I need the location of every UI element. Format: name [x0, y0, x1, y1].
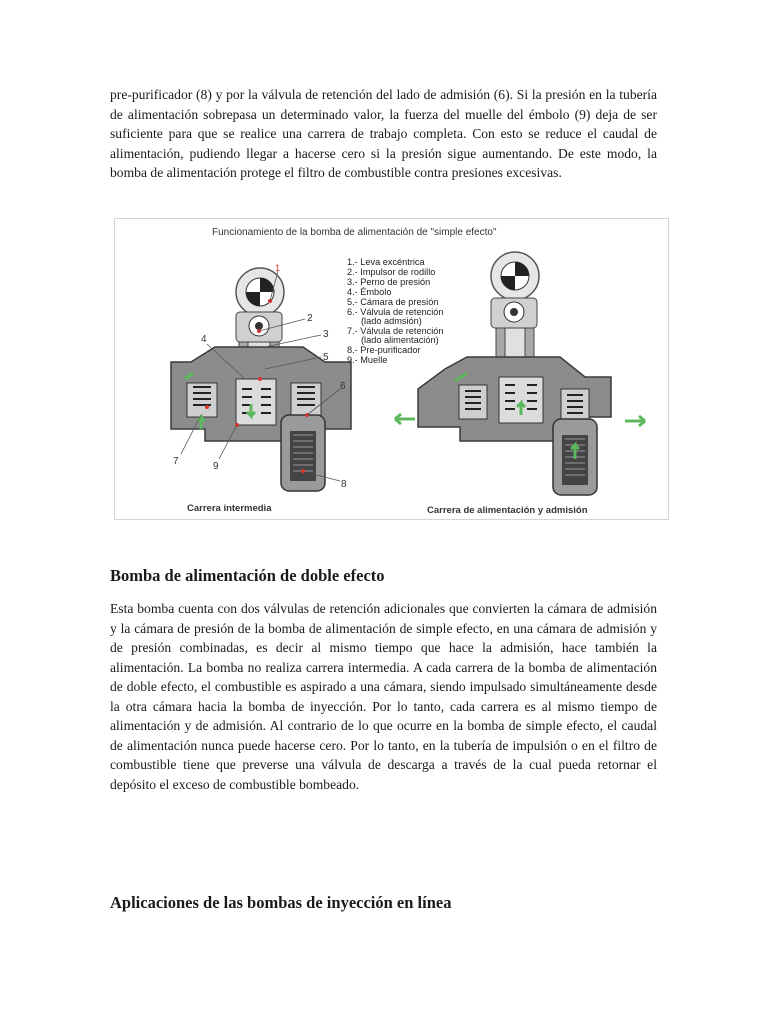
body-paragraph-2: Esta bomba cuenta con dos válvulas de retención adicionales que convierten la cámara de admisión y la cámara de presión de la bomba de alimentación de simple efecto, en una cámara de admisión y de presión combinadas, es decir al mismo tiempo que hace la admisión, hace también la alimentación. La bomba no realiza carrera intermedia. A cada carrera de la bomba de alimentación de doble efecto, el combustible es aspirado a una cámara, siendo impulsado simultáneamente desde la otra cámara hacia la bomba de inyección. Por lo tanto, cada carrera es al mismo tiempo de alimentación y de admisión. Al contrario de lo que ocurre en la bomba de simple efecto, el caudal de alimentación nunca puede hacerse cero. Por lo tanto, en la tubería de impulsión o en el filtro de combustible tiene que preverse una válvula de descarga a través de la cual pueda retornar el depósito el exceso de combustible bombeado. [110, 601, 657, 792]
pump-diagram-figure [114, 218, 669, 520]
caption-left: Carrera intermedia [187, 503, 272, 514]
legend-item: 2.- Impulsor de rodillo [347, 267, 436, 277]
legend-item: (lado alimentación) [361, 335, 439, 345]
figure-legend [347, 257, 444, 365]
callout-3: 3 [323, 329, 329, 340]
figure-title: Funcionamiento de la bomba de alimentación de "simple efecto" [212, 227, 497, 238]
callout-9: 9 [213, 461, 219, 472]
legend-item: 1.- Leva excéntrica [347, 257, 425, 267]
legend-item: 8.- Pre-purificador [347, 345, 421, 355]
legend-item: (lado admsión) [361, 316, 422, 326]
left-pump-drawing [171, 268, 351, 491]
legend-item: 5.- Cámara de presión [347, 297, 439, 307]
callout-4: 4 [201, 334, 207, 345]
caption-right: Carrera de alimentación y admisión [427, 505, 588, 516]
legend-item: 6.- Válvula de retención [347, 307, 444, 317]
legend-item: 4.- Émbolo [347, 287, 392, 297]
callout-8: 8 [341, 479, 347, 490]
callout-5: 5 [323, 352, 329, 363]
legend-item: 9.- Muelle [347, 355, 388, 365]
section-heading-applications: Aplicaciones de las bombas de inyección en línea [110, 893, 452, 912]
legend-item: 7.- Válvula de retención [347, 326, 444, 336]
legend-item: 3.- Perno de presión [347, 277, 431, 287]
body-paragraph-1: pre-purificador (8) y por la válvula de retención del lado de admisión (6). Si la presión en la tubería de alimentación sobrepasa un determinado valor, la fuerza del muelle del émbolo (9) deja de ser suficiente para que se realice una carrera de trabajo completa. Con esto se reduce el caudal de alimentación, pudiendo llegar a hacerse cero si la presión sigue aumentando. De este modo, la bomba de alimentación protege el filtro de combustible contra presiones excesivas. [110, 87, 657, 180]
section-heading-double-effect: Bomba de alimentación de doble efecto [110, 566, 385, 585]
callout-7: 7 [173, 456, 179, 467]
callout-2: 2 [307, 313, 313, 324]
right-pump-drawing [395, 252, 645, 495]
callout-6: 6 [340, 381, 346, 392]
callout-1: 1 [275, 263, 281, 273]
